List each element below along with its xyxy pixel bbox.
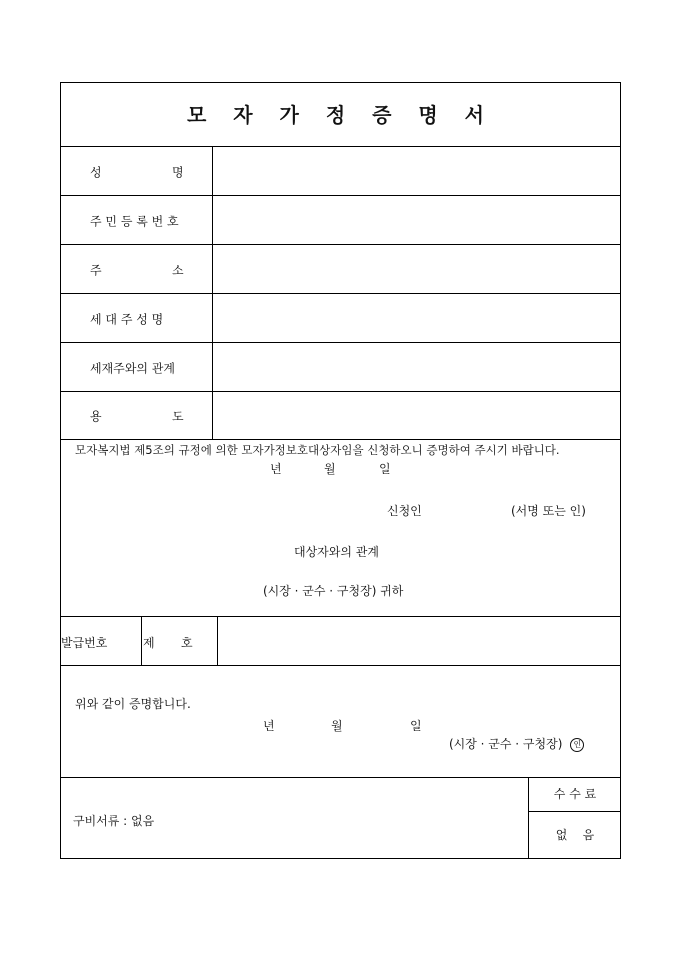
application-date-day: 일 (379, 462, 391, 476)
label-address (61, 245, 212, 294)
applicant-label: 신청인 (387, 504, 422, 518)
label-name (61, 147, 212, 196)
label-purpose-first: 용 (90, 409, 102, 423)
divider (141, 616, 142, 665)
seal-icon: 인 (570, 738, 584, 752)
required-documents: 구비서류 : 없음 (73, 814, 155, 828)
application-date-month: 월 (324, 462, 336, 476)
certification-date-day: 일 (410, 719, 422, 733)
addressee: (시장 · 군수 · 구청장) 귀하 (263, 584, 404, 598)
issue-number-prefix: 제 (143, 636, 155, 650)
label-name-second: 명 (172, 165, 184, 179)
certification-statement: 위와 같이 증명합니다. (75, 697, 191, 711)
field-resident-number[interactable] (213, 196, 620, 245)
application-statement: 모자복지법 제5조의 규정에 의한 모자가정보호대상자임을 신청하오니 증명하여 주시기 바랍니다. (75, 443, 560, 457)
issue-number-suffix: 호 (181, 636, 193, 650)
fee-label: 수 수 료 (553, 787, 597, 801)
field-name[interactable] (213, 147, 620, 196)
divider (61, 439, 620, 440)
signature-label: (서명 또는 인) (511, 504, 586, 518)
label-relation-to-head (61, 343, 212, 392)
label-resident-number (61, 196, 212, 245)
form-title: 모 자 가 정 증 명 서 (186, 103, 495, 127)
label-resident-number-text: 주 민 등 록 번 호 (90, 214, 179, 228)
field-issue-number[interactable] (218, 617, 621, 665)
label-relation-to-head-text: 세재주와의 관계 (90, 361, 175, 375)
fee-value: 없 음 (555, 828, 595, 842)
issuer-label: (시장 · 군수 · 구청장) (449, 737, 563, 751)
label-purpose (61, 392, 212, 439)
label-name-first: 성 (90, 165, 102, 179)
field-address[interactable] (213, 245, 620, 294)
field-relation-to-head[interactable] (213, 343, 620, 392)
issue-number-label: 발급번호 (61, 636, 108, 650)
label-address-second: 소 (172, 263, 184, 277)
relation-to-target-label: 대상자와의 관계 (294, 545, 379, 559)
label-head-name-text: 세 대 주 성 명 (90, 312, 164, 326)
certification-date-month: 월 (331, 719, 343, 733)
field-purpose[interactable] (213, 392, 620, 439)
certification-date-year: 년 (263, 719, 275, 733)
label-address-first: 주 (90, 263, 102, 277)
divider (61, 665, 620, 666)
label-purpose-second: 도 (172, 409, 184, 423)
application-date-year: 년 (270, 462, 282, 476)
label-head-name (61, 294, 212, 343)
certificate-form (60, 82, 621, 859)
field-head-name[interactable] (213, 294, 620, 343)
issuer-signature (449, 735, 584, 752)
